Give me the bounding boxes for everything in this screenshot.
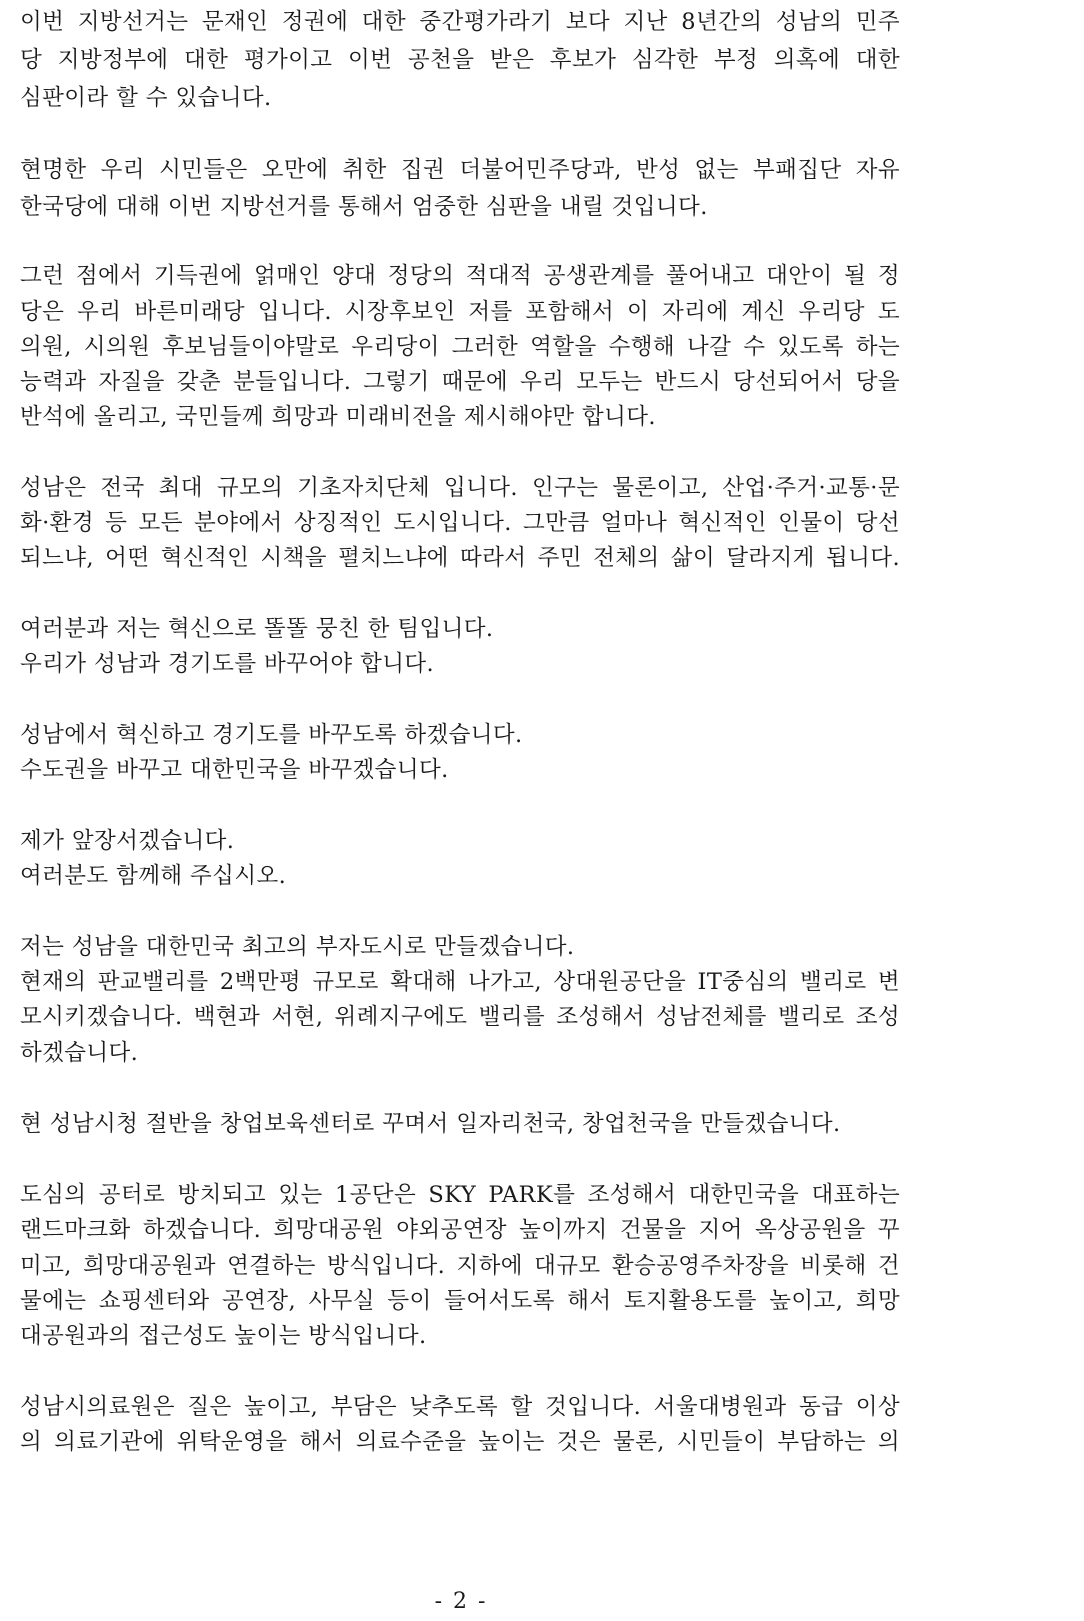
paragraph-line: 화·환경 등 모든 분야에서 상징적인 도시입니다. 그만큼 얼마나 혁신적인 인물이 당선 (20, 510, 900, 536)
paragraph-line: 반석에 올리고, 국민들께 희망과 미래비전을 제시해야만 합니다. (20, 404, 656, 430)
paragraph-line: 수도권을 바꾸고 대한민국을 바꾸겠습니다. (20, 757, 449, 783)
paragraph-line: 되느냐, 어떤 혁신적인 시책을 펼치느냐에 따라서 주민 전체의 삶이 달라지게 됩니다. (20, 545, 900, 571)
paragraph-line: 의원, 시의원 후보님들이야말로 우리당이 그러한 역할을 수행해 나갈 수 있도록 하는 (20, 334, 900, 360)
paragraph-line: 성남에서 혁신하고 경기도를 바꾸도록 하겠습니다. (20, 722, 523, 748)
paragraph-line: 의 의료기관에 위탁운영을 해서 의료수준을 높이는 것은 물론, 시민들이 부담하는 의 (20, 1429, 900, 1455)
paragraph-line: 저는 성남을 대한민국 최고의 부자도시로 만들겠습니다. (20, 934, 575, 960)
paragraph-line: 성남은 전국 최대 규모의 기초자치단체 입니다. 인구는 물론이고, 산업·주거·교통·문 (20, 475, 900, 501)
paragraph-line: 하겠습니다. (20, 1040, 139, 1066)
paragraph-line: 성남시의료원은 질은 높이고, 부담은 낮추도록 할 것입니다. 서울대병원과 동급 이상 (20, 1394, 900, 1420)
paragraph-line: 현 성남시청 절반을 창업보육센터로 꾸며서 일자리천국, 창업천국을 만들겠습니다. (20, 1111, 841, 1137)
paragraph-line: 능력과 자질을 갖춘 분들입니다. 그렇기 때문에 우리 모두는 반드시 당선되어서 당을 (20, 369, 900, 395)
paragraph-line: 한국당에 대해 이번 지방선거를 통해서 엄중한 심판을 내릴 것입니다. (20, 194, 708, 220)
paragraph-line: 모시키겠습니다. 백현과 서현, 위례지구에도 밸리를 조성해서 성남전체를 밸리로 조성 (20, 1004, 900, 1030)
paragraph-line: 여러분과 저는 혁신으로 똘똘 뭉친 한 팀입니다. (20, 616, 494, 642)
paragraph-line: 당 지방정부에 대한 평가이고 이번 공천을 받은 후보가 심각한 부정 의혹에 대한 (20, 47, 900, 73)
paragraph-line: 랜드마크화 하겠습니다. 희망대공원 야외공연장 높이까지 건물을 지어 옥상공원을 꾸 (20, 1217, 900, 1243)
paragraph-line: 미고, 희망대공원과 연결하는 방식입니다. 지하에 대규모 환승공영주차장을 비롯해 건 (20, 1253, 900, 1279)
page-number: - 2 - (434, 1589, 488, 1614)
paragraph-line: 그런 점에서 기득권에 얽매인 양대 정당의 적대적 공생관계를 풀어내고 대안이 될 정 (20, 263, 900, 289)
paragraph-line: 심판이라 할 수 있습니다. (20, 85, 272, 111)
paragraph-line: 우리가 성남과 경기도를 바꾸어야 합니다. (20, 651, 435, 677)
paragraph-line: 이번 지방선거는 문재인 정권에 대한 중간평가라기 보다 지난 8년간의 성남의 민주 (20, 9, 900, 35)
paragraph-line: 당은 우리 바른미래당 입니다. 시장후보인 저를 포함해서 이 자리에 계신 우리당 도 (20, 299, 900, 325)
paragraph-line: 물에는 쇼핑센터와 공연장, 사무실 등이 들어서도록 해서 토지활용도를 높이고, 희망 (20, 1288, 900, 1314)
paragraph-line: 현재의 판교밸리를 2백만평 규모로 확대해 나가고, 상대원공단을 IT중심의 밸리로 변 (20, 969, 900, 995)
paragraph-line: 대공원과의 접근성도 높이는 방식입니다. (20, 1323, 427, 1349)
paragraph-line: 현명한 우리 시민들은 오만에 취한 집권 더불어민주당과, 반성 없는 부패집단 자유 (20, 157, 900, 183)
paragraph-line: 도심의 공터로 방치되고 있는 1공단은 SKY PARK를 조성해서 대한민국을 대표하는 (20, 1182, 900, 1208)
paragraph-line: 여러분도 함께해 주십시오. (20, 863, 287, 889)
paragraph-line: 제가 앞장서겠습니다. (20, 828, 235, 854)
